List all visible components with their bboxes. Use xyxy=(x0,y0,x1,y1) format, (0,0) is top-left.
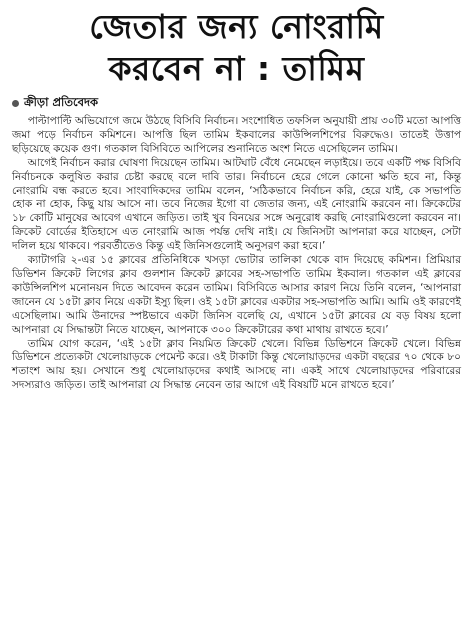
article-body xyxy=(12,115,461,393)
headline-line-2: করবেন না : তামিম xyxy=(108,49,365,88)
paragraph: তামিম যোগ করেন, ‘এই ১৫টা ক্লাব নিয়মিত ক্রিকেট খেলে। বিভিন্ন ডিভিশনে ক্রিকেট খেলে। বিভিন্ন ডিভিশনে প্রত্যেকটা খেলোয়াড়কে পেমেন্ট করে। ওই টাকাটা কিন্তু খেলোয়াড়দের একটা বছরের ৭০ থেকে ৮০ শতাংশ আয় হয়। সেখানে শুধু খেলোয়াড়দের কথাই আসছে না। একই সাথে খেলোয়াড়দের পরিবারের সদস্যরাও জড়িত। তাই আপনারা যে সিদ্ধান্ত নেবেন তার আগে এই বিষয়টি মনে রাখতে হবে।’ xyxy=(12,337,461,392)
paragraph: আগেই নির্বাচন করার ঘোষণা দিয়েছেন তামিম। আটঘাট বেঁধে নেমেছেন লড়াইয়ে। তবে একটি পক্ষ বিসিবি নির্বাচনকে কলুষিত করার চেষ্টা করছে বলে দাবি তার। নির্বাচনে হেরে গেলে কোনো ক্ষতি হবে না, কিন্তু নোংরামি বন্ধ করতে হবে। সাংবাদিকদের তামিম বলেন, ‘সঠিকভাবে নির্বাচন করি, হেরে যাই, কে সভাপতি হোক না হোক, কিছু যায় আসে না। তবে নিজের ইগো বা জেতার জন্য, এই নোংরামি করবেন না। ক্রিকেটের ১৮ কোটি মানুষের আবেগ এখানে জড়িত। তাই খুব বিনয়ের সঙ্গে অনুরোধ করছি নোংরামিগুলো করবেন না। ক্রিকেট বোর্ডের ইতিহাসে এত নোংরামি আজ পর্যন্ত দেখি নাই। যে জিনিসটা আপনারা করে যাচ্ছেন, সেটা দলিল হয়ে থাকবে। পরবর্তীতেও কিন্তু এই জিনিসগুলোই অনুসরণ করা হবে।’ xyxy=(12,156,461,253)
bullet-icon xyxy=(12,100,19,107)
headline-line-1: জেতার জন্য নোংরামি xyxy=(89,7,384,46)
headline xyxy=(12,6,461,90)
paragraph: পাল্টাপাল্টি অভিযোগে জমে উঠছে বিসিবি নির্বাচন। সংশোধিত তফসিল অনুযায়ী প্রায় ৩০টি মতো আপত্তি জমা পড়ে নির্বাচন কমিশনে। আপত্তি ছিল তামিম ইকবালের কাউন্সিলশিপের বিরুদ্ধেও। তাতেই উত্তাপ ছড়িয়েছে কয়েক গুণ। গতকাল বিসিবিতে আপিলের শুনানিতে অংশ নিতে এসেছিলেন তামিম। xyxy=(12,115,461,155)
byline-text: ক্রীড়া প্রতিবেদক xyxy=(24,95,99,109)
paragraph: ক্যাটাগরি ২-এর ১৫ ক্লাবের প্রতিনিধিকে খসড়া ভোটার তালিকা থেকে বাদ দিয়েছে কমিশন। প্রিমিয়ার ডিভিশন ক্রিকেট লিগের ক্লাব গুলশান ক্রিকেট ক্লাবের সহ-সভাপতি তামিম ইকবাল। গতকাল এই ক্লাবের কাউন্সিলশিপ মনোনয়ন দিতে আবেদন করেন তামিম। বিসিবিতে আসার কারণ নিয়ে তিনি বলেন, ‘আপনারা জানেন যে ১৫টা ক্লাব নিয়ে একটা ইস্যু ছিল। ওই ১৫টা ক্লাবের একটার সহ-সভাপতি আমি। আমি ওই কারণেই এসেছিলাম। আমি উনাদের স্পষ্টভাবে একটা জিনিস বলেছি যে, এখানে ১৫টা ক্লাবের যে বড় বিষয় হলো আপনারা যে সিদ্ধান্তটা নিতে যাচ্ছেন, আপনাকে ৩০০ ক্রিকেটারের কথা মাথায় রাখতে হবে।’ xyxy=(12,254,461,336)
byline xyxy=(12,94,461,113)
